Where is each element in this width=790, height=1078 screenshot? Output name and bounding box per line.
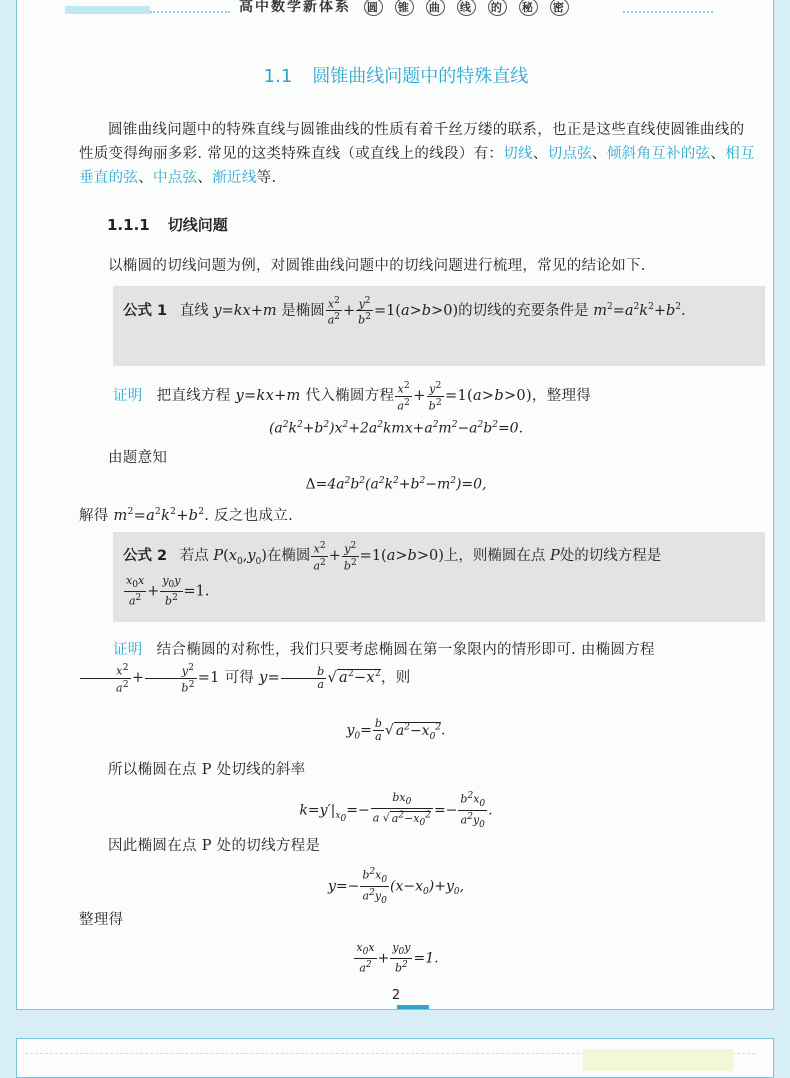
keyword: 倾斜角互补的弦 xyxy=(606,146,711,162)
book-char: 线 xyxy=(457,0,476,16)
running-head xyxy=(17,0,775,16)
simplify-text: 整理得 xyxy=(79,912,124,928)
proof-1-line: 证明 把直线方程 y=kx+m 代入椭圆方程 $\frac{x^2}{a^2}$ + $\frac{y^2}{b^2}$ =1(a>b>0)，整理得 xyxy=(113,381,592,413)
book-char: 锥 xyxy=(395,0,414,16)
equation-slope: $k=y'|_{x_0}=-$ $\frac{bx_0}{a √ a^2-x_0^2}$ =− $\frac{b^2x_0}{a^2y_0}$ . xyxy=(299,790,493,830)
book-char: 曲 xyxy=(426,0,445,16)
formula-text: 在椭圆 xyxy=(266,548,311,565)
page-number: 2 xyxy=(391,988,401,1003)
formula-2-box: 公式 2 若点 $P(x_0,y_0)$在椭圆 $\frac{x^2}{a^2}$ + $\frac{y^2}{b^2}$ =1(a>b>0)上，则椭圆在点 P处的切线方程是 $\frac{x_0x}{a^2}$ + $\frac{y_0y}{b^2}$ =1. xyxy=(113,532,765,622)
subsection-number: 1.1.1 xyxy=(107,216,150,234)
formula-text: 是椭圆 xyxy=(281,302,325,319)
formula-1-box: 公式 1 直线 y=kx+m 是椭圆 $\frac{x^2}{a^2}$ + $\frac{y^2}{b^2}$ =1(a>b>0)的切线的充要条件是 $m^2=a^2k^2+b^2$. xyxy=(113,286,765,366)
running-head-text xyxy=(239,0,575,16)
solve-line: 解得 $m^2=a^2k^2+b^2$. 反之也成立. xyxy=(79,507,293,524)
formula-2-label: 公式 2 xyxy=(123,548,168,565)
section-title xyxy=(17,62,775,88)
formula-text: 直线 xyxy=(179,302,209,319)
slope-text: 所以椭圆在点 P 处切线的斜率 xyxy=(108,762,306,778)
proof-text: ，则 xyxy=(380,670,411,687)
header-dots-right xyxy=(623,11,713,13)
section-number: 1.1 xyxy=(263,66,293,87)
proof-text: 结合椭圆的对称性，我们只要考虑椭圆在第一象限内的情形即可. 由椭圆方程 xyxy=(156,642,655,658)
proof-label: 证明 xyxy=(113,642,143,658)
header-dots-left xyxy=(150,11,230,13)
separator: 、 xyxy=(532,146,548,162)
book-char: 秘 xyxy=(519,0,538,16)
intro-end: 等. xyxy=(256,170,277,186)
equation-y0: $y_0=$ $\frac{b}{a}$ √ $a^2-x_0^2$. xyxy=(346,717,446,743)
lead-paragraph: 以椭圆的切线问题为例，对圆锥曲线问题中的切线问题进行梳理，常见的结论如下. xyxy=(108,258,646,274)
formula-text: 若点 xyxy=(179,548,209,565)
proof-text: ，整理得 xyxy=(531,388,592,405)
equation-quadratic: $(a^2k^2+b^2)x^2+2a^2kmx+a^2m^2-a^2b^2=0$. xyxy=(268,420,524,437)
keyword: 相互垂直的弦 xyxy=(79,146,755,186)
formula-1-label: 公式 1 xyxy=(123,302,168,319)
keyword: 切点弦 xyxy=(547,146,593,162)
proof-text: . 反之也成立. xyxy=(204,507,293,524)
equation-tangent: y=− $\frac{b^2x_0}{a^2y_0}$ $(x-x_0)+y_0$, xyxy=(327,867,465,906)
formula-text: 的切线的充要条件是 xyxy=(458,302,589,319)
subsection-title-text: 切线问题 xyxy=(167,216,228,234)
equation-final: $\frac{x_0x}{a^2}$ + $\frac{y_0y}{b^2}$ =1. xyxy=(356,941,439,975)
separator: 、 xyxy=(197,170,213,186)
equation-discriminant: $\Delta=4a^2b^2(a^2k^2+b^2-m^2)=0$, xyxy=(305,476,487,493)
proof-text: 解得 xyxy=(79,507,109,524)
book-char: 密 xyxy=(550,0,569,16)
intro-text: 圆锥曲线问题中的特殊直线与圆锥曲线的性质有着千丝万缕的联系，也正是这些直线使圆锥曲线的性质变得绚丽多彩. 常见的这类特殊直线（或直线上的线段）有： xyxy=(79,122,745,162)
keyword: 切线 xyxy=(503,146,533,162)
section-title-text: 圆锥曲线问题中的特殊直线 xyxy=(312,66,529,87)
tangent-text: 因此椭圆在点 P 处的切线方程是 xyxy=(108,838,321,854)
proof-text: 把直线方程 xyxy=(156,388,231,405)
proof-text: 代入椭圆方程 xyxy=(305,388,395,405)
subsection-title xyxy=(107,214,228,235)
formula-text: 处的切线方程是 xyxy=(559,548,662,565)
keyword: 中点弦 xyxy=(153,170,198,186)
keyword: 渐近线 xyxy=(212,170,257,186)
given-text: 由题意知 xyxy=(108,450,168,466)
separator: 、 xyxy=(138,170,154,186)
proof-label: 证明 xyxy=(113,388,143,405)
book-char: 圆 xyxy=(364,0,383,16)
proof-text: 可得 xyxy=(224,670,255,687)
separator: 、 xyxy=(710,146,726,162)
series-name: 高中数学新体系 xyxy=(239,0,351,15)
book-char: 的 xyxy=(488,0,507,16)
separator: 、 xyxy=(592,146,607,162)
next-page-tag xyxy=(583,1049,733,1071)
next-page-edge xyxy=(16,1038,774,1078)
proof-2-paragraph: 证明 结合椭圆的对称性，我们只要考虑椭圆在第一象限内的情形即可. 由椭圆方程 $\frac{x^2}{a^2}$ + $\frac{y^2}{b^2}$ =1 可得 y= $\frac{b}{a}$ √ $a^2-x^2$，则 xyxy=(79,638,759,694)
page-number-bar xyxy=(397,1005,429,1009)
intro-paragraph xyxy=(79,118,759,190)
book-page xyxy=(16,0,774,1010)
formula-text: 上，则椭圆在点 xyxy=(443,548,546,565)
header-strip xyxy=(65,6,150,14)
